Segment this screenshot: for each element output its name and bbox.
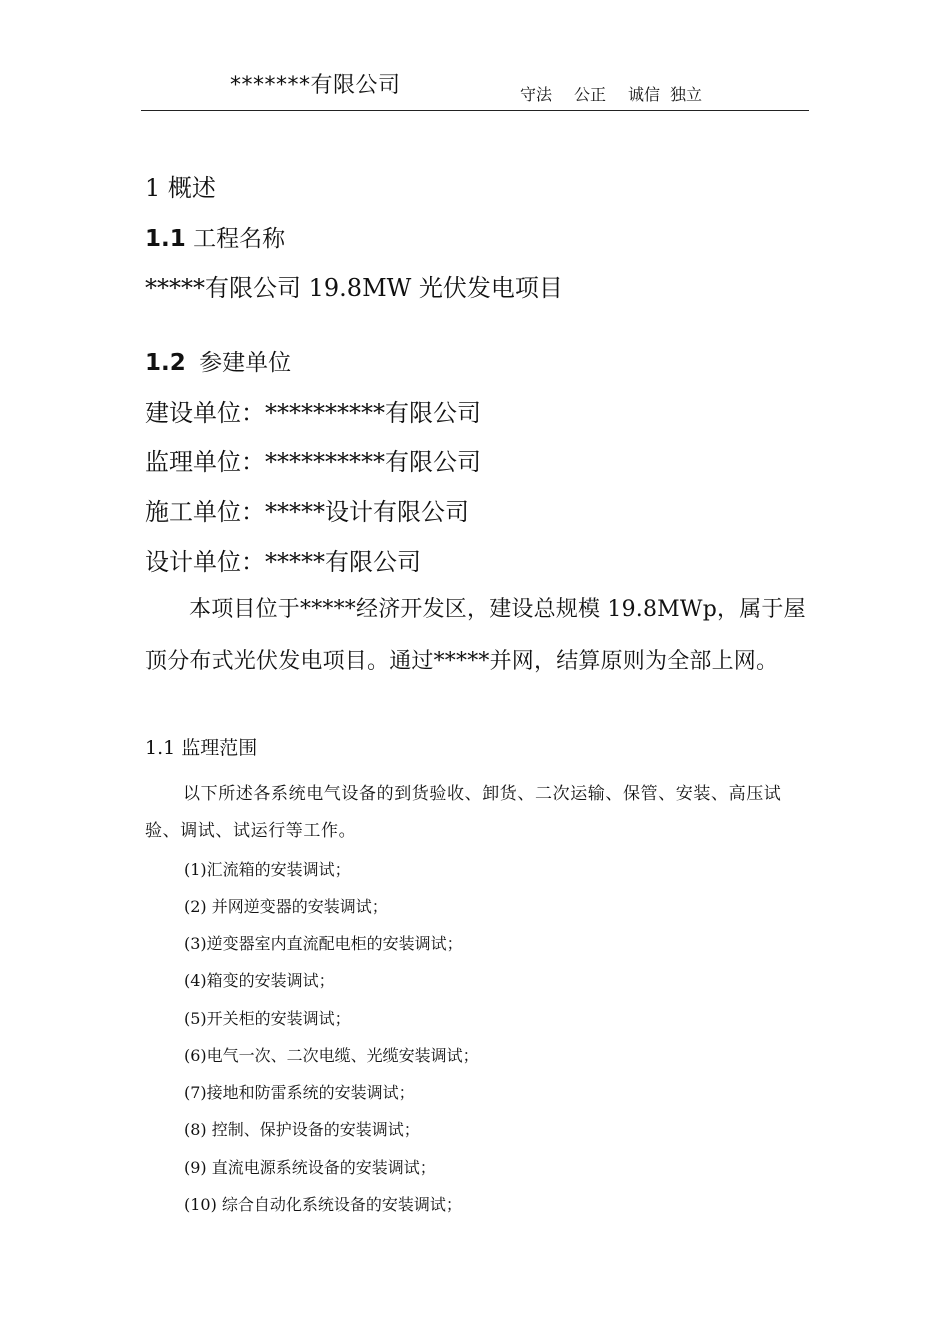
- subsection-label: 工程名称: [193, 226, 286, 252]
- scope-item: (5)开关柜的安装调试；: [184, 1009, 351, 1028]
- header-divider: [141, 110, 809, 111]
- scope-item: (6)电气一次、二次电缆、光缆安装调试；: [184, 1046, 479, 1065]
- unit-design: 设计单位：*****有限公司: [145, 548, 421, 576]
- scope-item: (8) 控制、保护设备的安装调试；: [184, 1120, 420, 1139]
- scope-item: (10) 综合自动化系统设备的安装调试；: [184, 1195, 462, 1214]
- subsection-label: 参建单位: [199, 350, 292, 376]
- scope-item: (1)汇流箱的安装调试；: [184, 860, 351, 879]
- scope-intro: 以下所述各系统电气设备的到货验收、卸货、二次运输、保管、安装、高压试验、调试、试运行等工作。: [145, 784, 782, 841]
- unit-construction: 建设单位：**********有限公司: [145, 399, 481, 427]
- scope-title: 1.1 监理范围: [145, 737, 258, 759]
- scope-item: (4)箱变的安装调试；: [184, 971, 335, 990]
- scope-item: (2) 并网逆变器的安装调试；: [184, 897, 388, 916]
- project-description: 本项目位于*****经济开发区，建设总规模 19.8MWp，属于屋顶分布式光伏发电项目。通过*****并网，结算原则为全部上网。: [145, 597, 806, 674]
- scope-item: (9) 直流电源系统设备的安装调试；: [184, 1158, 436, 1177]
- subsection-heading-project-name: [145, 220, 285, 253]
- subsection-number: 1.1: [145, 226, 186, 252]
- header-company-name: *******有限公司: [230, 73, 401, 98]
- section-title: 1 概述: [145, 174, 216, 202]
- project-name: *****有限公司 19.8MW 光伏发电项目: [145, 274, 563, 302]
- header-motto: [520, 82, 724, 105]
- subsection-number: 1.2: [145, 350, 186, 376]
- motto-word: 诚信: [628, 85, 661, 104]
- unit-contractor: 施工单位：*****设计有限公司: [145, 498, 469, 526]
- scope-item: (3)逆变器室内直流配电柜的安装调试；: [184, 934, 463, 953]
- motto-word: 守法: [520, 85, 553, 104]
- motto-word: 独立: [670, 85, 703, 104]
- motto-word: 公正: [574, 85, 607, 104]
- unit-supervision: 监理单位：**********有限公司: [145, 448, 481, 476]
- subsection-heading-participants: [145, 344, 291, 377]
- scope-item: (7)接地和防雷系统的安装调试；: [184, 1083, 415, 1102]
